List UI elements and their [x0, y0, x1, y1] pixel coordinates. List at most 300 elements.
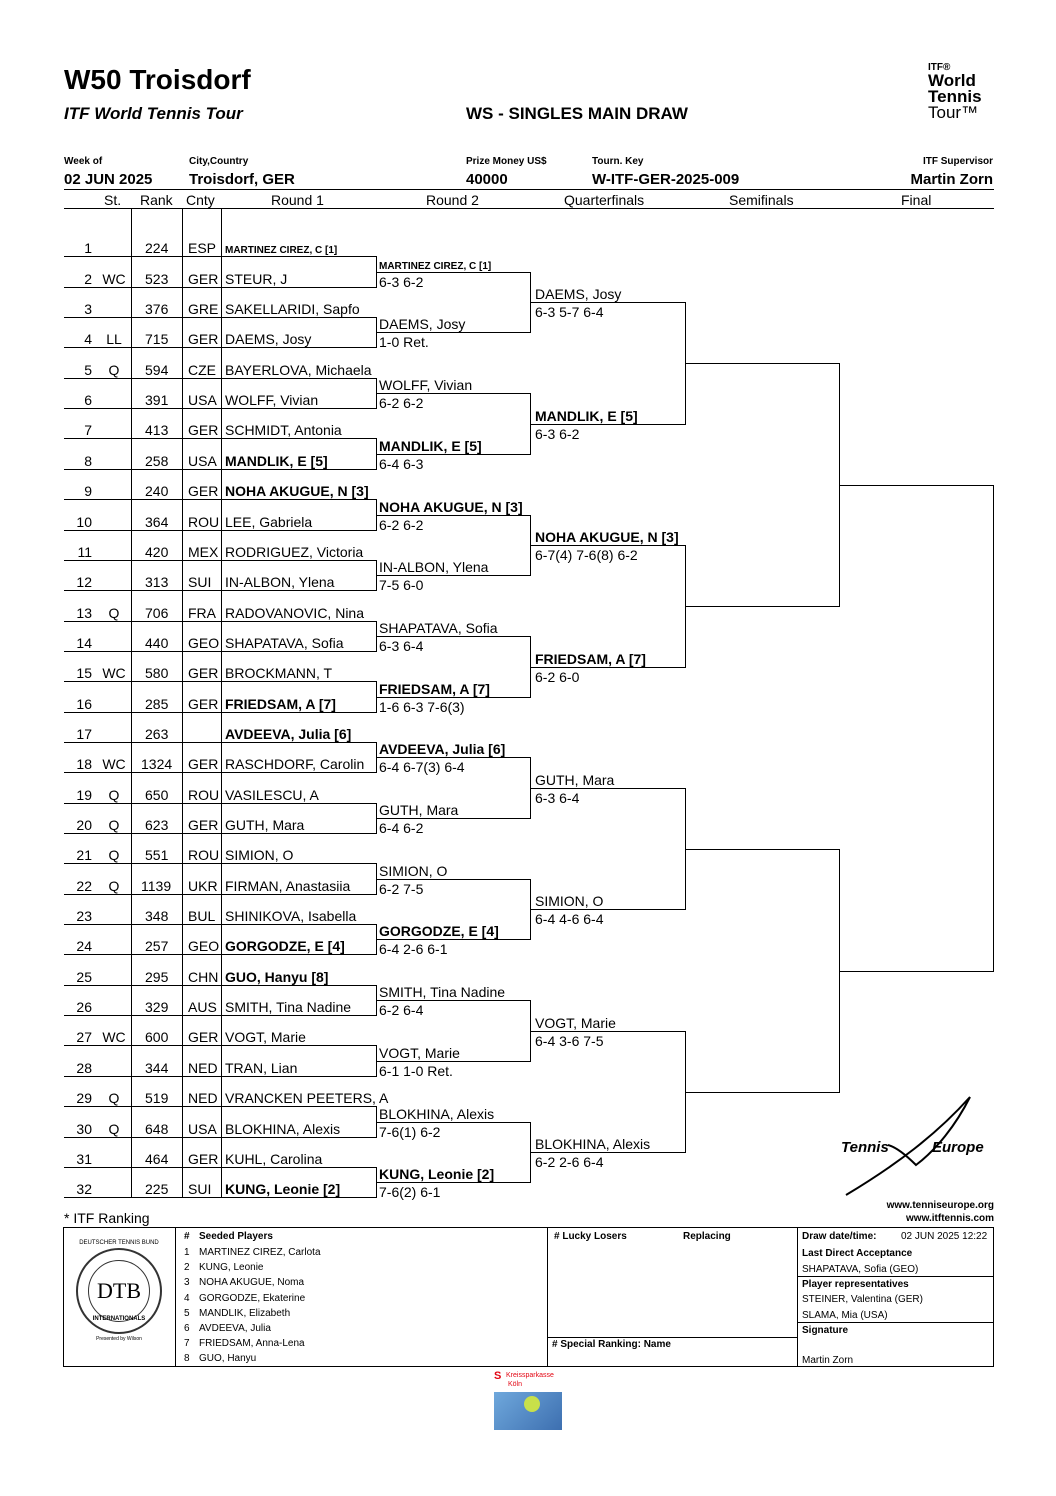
row-line: [64, 530, 376, 531]
player-rank: 1139: [141, 878, 172, 894]
player-rank: 594: [145, 362, 169, 378]
col-semifinals: Semifinals: [729, 192, 794, 208]
col-cnty: Cnty: [186, 192, 215, 208]
player-rank: 440: [145, 635, 169, 651]
round2-winner: KUNG, Leonie [2]: [379, 1166, 495, 1182]
player-name: NOHA AKUGUE, N [3]: [225, 483, 369, 499]
round2-winner: SIMION, O: [379, 863, 448, 879]
seed-number: 2: [184, 1262, 190, 1274]
draw-position: 5: [84, 362, 92, 378]
draw-position: 11: [77, 544, 92, 560]
round2-score: 7-5 6-0: [379, 577, 424, 593]
round2-winner: DAEMS, Josy: [379, 316, 466, 332]
qf-winner: VOGT, Marie: [535, 1015, 616, 1031]
draw-position: 8: [84, 453, 92, 469]
player-country: GER: [188, 665, 219, 681]
player-country: UKR: [188, 878, 218, 894]
draw-date-value: 02 JUN 2025 12:22: [901, 1231, 988, 1242]
qf-winner: SIMION, O: [535, 893, 604, 909]
player-name: KUNG, Leonie [2]: [225, 1181, 341, 1197]
round2-line: [376, 1122, 530, 1123]
round2-score: 6-2 6-2: [379, 517, 424, 533]
entry-status: Q: [108, 817, 120, 833]
player-rank: 224: [145, 240, 169, 256]
dtb-ring-bottom: INTERNATIONALS: [92, 1316, 146, 1322]
round2-line: [376, 1182, 530, 1183]
qf-winner: MANDLIK, E [5]: [535, 408, 638, 424]
entry-status: Q: [108, 878, 120, 894]
sparkasse-s-icon: S: [494, 1370, 502, 1382]
draw-position: 29: [76, 1090, 92, 1106]
draw-position: 1: [84, 240, 92, 256]
special-ranking-header: # Special Ranking: Name: [552, 1339, 671, 1350]
qf-score: 6-2 2-6 6-4: [535, 1154, 604, 1170]
player-rank: 600: [145, 1029, 169, 1045]
player-name: SAKELLARIDI, Sapfo: [225, 301, 360, 317]
dtb-logo-text: DTB: [97, 1278, 141, 1303]
player-country: NED: [188, 1060, 218, 1076]
draw-position: 13: [76, 605, 92, 621]
prize-value: 40000: [466, 171, 508, 188]
round2-score: 6-3 6-4: [379, 638, 424, 654]
player-name: MANDLIK, E [5]: [225, 453, 328, 469]
player-country: ESP: [188, 240, 217, 256]
header-divider: [64, 189, 994, 190]
seed-number: 1: [184, 1247, 190, 1258]
row-line: [64, 803, 376, 804]
player-name: TRAN, Lian: [225, 1060, 298, 1076]
player-country: USA: [188, 1121, 217, 1137]
sf-line: [685, 606, 839, 607]
player-rank: 364: [145, 514, 169, 530]
player-name: STEUR, J: [225, 271, 288, 287]
row-line: [64, 742, 376, 743]
sf-line: [685, 849, 839, 850]
round2-winner: IN-ALBON, Ylena: [379, 559, 489, 575]
row-line: [64, 833, 376, 834]
player-rank: 580: [145, 665, 169, 681]
seeded-header: Seeded Players: [199, 1231, 273, 1242]
player-name: MARTINEZ CIREZ, C [1]: [225, 245, 338, 256]
round2-winner: GUTH, Mara: [379, 802, 459, 818]
row-line: [64, 317, 376, 318]
player-rank: 240: [145, 483, 169, 499]
player-name: RODRIGUEZ, Victoria: [225, 544, 364, 560]
player-rank: 285: [145, 696, 169, 712]
table-divider: [547, 1337, 797, 1338]
row-line: [64, 863, 376, 864]
player-country: GER: [188, 271, 219, 287]
supervisor-value: Martin Zorn: [910, 171, 993, 188]
round2-score: 7-6(1) 6-2: [379, 1124, 441, 1140]
tour-name: ITF World Tennis Tour: [64, 104, 243, 123]
player-rank: 313: [145, 574, 169, 590]
draw-position: 3: [84, 301, 92, 317]
draw-position: 30: [76, 1121, 92, 1137]
player-country: GER: [188, 331, 219, 347]
player-country: ROU: [188, 787, 220, 803]
draw-position: 16: [76, 696, 92, 712]
qf-line: [530, 667, 685, 668]
draw-position: 14: [76, 635, 92, 651]
qf-score: 6-3 5-7 6-4: [535, 304, 604, 320]
round2-line: [376, 1061, 530, 1062]
player-rank: 523: [145, 271, 169, 287]
row-line: [64, 681, 376, 682]
qf-score: 6-7(4) 7-6(8) 6-2: [535, 547, 638, 563]
player-rank: 420: [145, 544, 169, 560]
tennis-europe-logo: [836, 1095, 996, 1200]
player-country: ROU: [188, 847, 220, 863]
city-label: City,Country: [189, 156, 249, 167]
draw-position: 25: [76, 969, 92, 985]
colheader-divider: [64, 208, 994, 209]
player-name: IN-ALBON, Ylena: [225, 574, 335, 590]
entry-status: WC: [102, 1029, 126, 1045]
round2-score: 6-1 1-0 Ret.: [379, 1063, 453, 1079]
seed-number: 6: [184, 1323, 190, 1334]
dtb-internationals-logo: [76, 1240, 162, 1342]
entry-status: Q: [108, 1090, 120, 1106]
round2-score: 6-2 6-2: [379, 395, 424, 411]
qf-line: [530, 788, 685, 789]
signature-label: Signature: [802, 1325, 849, 1336]
round2-score: 1-0 Ret.: [379, 334, 429, 350]
seed-player-name: KUNG, Leonie: [199, 1262, 264, 1274]
row-line: [64, 1045, 376, 1046]
draw-position: 19: [76, 787, 92, 803]
round2-winner: WOLFF, Vivian: [379, 377, 473, 393]
round2-score: 7-6(2) 6-1: [379, 1184, 441, 1200]
player-rank: 650: [145, 787, 169, 803]
player-rank: 257: [145, 938, 169, 954]
seed-number: 5: [184, 1307, 190, 1319]
row-line: [64, 469, 376, 470]
seed-player-name: GORGODZE, Ekaterine: [199, 1292, 306, 1304]
player-name: RASCHDORF, Carolin: [225, 756, 365, 772]
player-rank: 295: [145, 969, 169, 985]
tenniseurope-url[interactable]: www.tenniseurope.org: [886, 1200, 994, 1211]
tennis-europe-word2: Europe: [932, 1139, 984, 1156]
player-country: GER: [188, 483, 219, 499]
player-name: GUTH, Mara: [225, 817, 305, 833]
replacing-header: Replacing: [683, 1231, 731, 1242]
qf-line: [530, 1031, 685, 1032]
itf-world-tennis-tour-logo: ITF® World Tennis Tour™: [928, 62, 982, 122]
signature-value: Martin Zorn: [802, 1355, 854, 1366]
draw-position: 15: [76, 665, 92, 681]
bracket-connector: [993, 485, 994, 972]
player-name: SMITH, Tina Nadine: [225, 999, 352, 1015]
table-divider: [175, 1227, 176, 1367]
round2-line: [376, 393, 530, 394]
draw-position: 27: [76, 1029, 92, 1045]
entry-status: Q: [108, 362, 120, 378]
qf-score: 6-2 6-0: [535, 669, 580, 685]
seed-player-name: GUO, Hanyu: [199, 1353, 257, 1365]
sponsor-line1: Kreissparkasse: [506, 1372, 554, 1379]
player-name: KUHL, Carolina: [225, 1151, 323, 1167]
player-name: BLOKHINA, Alexis: [225, 1121, 341, 1137]
qf-score: 6-4 4-6 6-4: [535, 911, 604, 927]
player-name: SHINIKOVA, Isabella: [225, 908, 357, 924]
itf-ranking-note: * ITF Ranking: [64, 1210, 150, 1226]
draw-position: 23: [76, 908, 92, 924]
row-line: [64, 712, 376, 713]
row-line: [64, 1015, 376, 1016]
supervisor-label: ITF Supervisor: [922, 156, 993, 167]
player-country: GEO: [188, 938, 220, 954]
round2-winner: AVDEEVA, Julia [6]: [379, 741, 506, 757]
entry-status: Q: [108, 1121, 120, 1137]
col-round2: Round 2: [426, 192, 479, 208]
seed-player-name: MARTINEZ CIREZ, Carlota: [199, 1247, 321, 1258]
city-value: Troisdorf, GER: [189, 171, 295, 188]
row-line: [64, 985, 376, 986]
round2-score: 1-6 6-3 7-6(3): [379, 699, 465, 715]
tourn-key-value: W-ITF-GER-2025-009: [592, 171, 740, 188]
tourn-key-label: Tourn. Key: [592, 156, 644, 167]
entry-status: Q: [108, 787, 120, 803]
player-country: SUI: [188, 1181, 212, 1197]
lda-value: SHAPATAVA, Sofia (GEO): [802, 1264, 919, 1275]
player-rank: 464: [145, 1151, 169, 1167]
kreissparkasse-logo: [494, 1370, 564, 1432]
player-name: VOGT, Marie: [225, 1029, 306, 1045]
draw-position: 20: [76, 817, 92, 833]
draw-position: 32: [76, 1181, 92, 1197]
player-country: USA: [188, 453, 217, 469]
draw-position: 4: [84, 331, 92, 347]
player-name: BROCKMANN, T: [225, 665, 333, 681]
entry-status: WC: [102, 665, 126, 681]
lda-label: Last Direct Acceptance: [802, 1248, 913, 1259]
draw-position: 18: [76, 756, 92, 772]
seeded-hash: #: [184, 1231, 190, 1242]
player-name: AVDEEVA, Julia [6]: [225, 726, 352, 742]
row-line: [64, 651, 376, 652]
draw-position: 31: [76, 1151, 92, 1167]
seed-number: 8: [184, 1353, 190, 1365]
player-name: BAYERLOVA, Michaela: [225, 362, 372, 378]
seed-number: 3: [184, 1277, 190, 1289]
qf-winner: BLOKHINA, Alexis: [535, 1136, 651, 1152]
draw-position: 6: [84, 392, 92, 408]
tennis-camp-badge: [494, 1392, 562, 1430]
round2-line: [376, 454, 530, 455]
round2-score: 6-4 6-2: [379, 820, 424, 836]
player-country: USA: [188, 392, 217, 408]
rep-2: SLAMA, Mia (USA): [802, 1310, 888, 1321]
entry-status: LL: [106, 331, 122, 347]
player-name: SCHMIDT, Antonia: [225, 422, 342, 438]
row-line: [64, 378, 376, 379]
draw-position: 22: [76, 878, 92, 894]
week-value: 02 JUN 2025: [64, 171, 153, 188]
player-rank: 413: [145, 422, 169, 438]
player-name: WOLFF, Vivian: [225, 392, 319, 408]
player-rank: 706: [145, 605, 169, 621]
player-country: FRA: [188, 605, 216, 621]
round2-winner: BLOKHINA, Alexis: [379, 1106, 495, 1122]
prize-label: Prize Money US$: [466, 156, 547, 167]
round2-winner: SMITH, Tina Nadine: [379, 984, 506, 1000]
table-divider: [797, 1227, 798, 1367]
player-rank: 376: [145, 301, 169, 317]
player-country: GER: [188, 756, 219, 772]
week-label: Week of: [64, 156, 103, 167]
qf-line: [530, 909, 685, 910]
reps-label: Player representatives: [802, 1279, 909, 1290]
table-divider: [547, 1227, 548, 1367]
player-country: GER: [188, 422, 219, 438]
row-line: [64, 499, 376, 500]
col-quarterfinals: Quarterfinals: [564, 192, 645, 208]
draw-position: 12: [76, 574, 92, 590]
row-line: [64, 1076, 376, 1077]
round2-score: 6-4 6-7(3) 6-4: [379, 759, 465, 775]
seed-player-name: AVDEEVA, Julia: [199, 1323, 271, 1334]
draw-date-label: Draw date/time:: [802, 1231, 877, 1242]
itftennis-url[interactable]: www.itftennis.com: [906, 1213, 994, 1224]
qf-line: [530, 302, 685, 303]
row-line: [64, 924, 376, 925]
tennis-ball-icon: [524, 1396, 540, 1412]
player-name: FRIEDSAM, A [7]: [225, 696, 336, 712]
player-name: DAEMS, Josy: [225, 331, 312, 347]
round2-winner: MANDLIK, E [5]: [379, 438, 482, 454]
player-country: BUL: [188, 908, 216, 924]
col-round1: Round 1: [271, 192, 324, 208]
dtb-ring-top: DEUTSCHER TENNIS BUND: [79, 1240, 159, 1246]
row-line: [64, 1106, 376, 1107]
round2-winner: FRIEDSAM, A [7]: [379, 681, 490, 697]
row-line: [64, 772, 376, 773]
round2-winner: GORGODZE, E [4]: [379, 923, 499, 939]
draw-position: 17: [76, 726, 92, 742]
lucky-losers-header: # Lucky Losers: [554, 1231, 627, 1242]
qf-winner: DAEMS, Josy: [535, 286, 622, 302]
round2-score: 6-2 6-4: [379, 1002, 424, 1018]
round2-winner: NOHA AKUGUE, N [3]: [379, 499, 523, 515]
draw-position: 26: [76, 999, 92, 1015]
entry-status: Q: [108, 847, 120, 863]
draw-position: 21: [76, 847, 92, 863]
entry-status: WC: [102, 271, 126, 287]
player-country: GER: [188, 696, 219, 712]
draw-position: 9: [84, 483, 92, 499]
player-rank: 623: [145, 817, 169, 833]
player-name: SIMION, O: [225, 847, 294, 863]
player-country: GEO: [188, 635, 220, 651]
round2-line: [376, 939, 530, 940]
player-rank: 1324: [141, 756, 173, 772]
player-country: GER: [188, 1029, 219, 1045]
round2-score: 6-2 7-5: [379, 881, 424, 897]
player-rank: 258: [145, 453, 169, 469]
player-country: GER: [188, 817, 219, 833]
player-rank: 225: [145, 1181, 169, 1197]
entry-status: WC: [102, 756, 126, 772]
col-st: St.: [104, 192, 122, 208]
row-line: [64, 1137, 376, 1138]
row-line: [64, 590, 376, 591]
column-divider: [131, 208, 132, 1197]
player-name: SHAPATAVA, Sofia: [225, 635, 344, 651]
player-country: CHN: [188, 969, 219, 985]
qf-score: 6-3 6-4: [535, 790, 580, 806]
draw-position: 7: [84, 422, 92, 438]
draw-name: WS - SINGLES MAIN DRAW: [466, 104, 688, 123]
qf-winner: GUTH, Mara: [535, 772, 615, 788]
draw-position: 10: [76, 514, 92, 530]
player-rank: 344: [145, 1060, 169, 1076]
round2-line: [376, 636, 530, 637]
round2-line: [376, 575, 530, 576]
qf-score: 6-3 6-2: [535, 426, 580, 442]
seed-player-name: NOHA AKUGUE, Noma: [199, 1277, 305, 1289]
round2-line: [376, 818, 530, 819]
qf-line: [530, 424, 685, 425]
player-country: GER: [188, 1151, 219, 1167]
seed-player-name: FRIEDSAM, Anna-Lena: [199, 1338, 305, 1350]
draw-position: 28: [76, 1060, 92, 1076]
draw-position: 2: [84, 271, 92, 287]
player-rank: 551: [145, 847, 169, 863]
final-line: [839, 971, 993, 972]
column-divider: [221, 208, 222, 1197]
row-line: [64, 894, 376, 895]
row-line: [64, 560, 376, 561]
player-rank: 263: [145, 726, 169, 742]
player-name: GORGODZE, E [4]: [225, 938, 345, 954]
sf-line: [685, 363, 839, 364]
player-name: VASILESCU, A: [225, 787, 319, 803]
col-rank: Rank: [140, 192, 173, 208]
round2-line: [376, 1000, 530, 1001]
round2-winner: VOGT, Marie: [379, 1045, 460, 1061]
table-divider: [797, 1322, 994, 1323]
round2-winner: MARTINEZ CIREZ, C [1]: [379, 261, 492, 272]
sf-line: [685, 1092, 839, 1093]
player-rank: 348: [145, 908, 169, 924]
player-name: GUO, Hanyu [8]: [225, 969, 329, 985]
player-country: ROU: [188, 514, 220, 530]
player-rank: 648: [145, 1121, 169, 1137]
sponsor-line2: Köln: [508, 1381, 523, 1388]
qf-winner: NOHA AKUGUE, N [3]: [535, 529, 679, 545]
player-rank: 329: [145, 999, 169, 1015]
round2-score: 6-4 2-6 6-1: [379, 941, 448, 957]
column-divider: [182, 208, 183, 1197]
row-line: [64, 954, 376, 955]
row-line: [64, 1197, 376, 1198]
qf-line: [530, 1152, 685, 1153]
player-country: AUS: [188, 999, 217, 1015]
player-rank: 519: [145, 1090, 169, 1106]
rep-1: STEINER, Valentina (GER): [802, 1294, 923, 1305]
player-country: NED: [188, 1090, 218, 1106]
row-line: [64, 438, 376, 439]
tennis-europe-word1: Tennis: [841, 1139, 889, 1156]
round2-line: [376, 757, 530, 758]
seed-number: 4: [184, 1292, 190, 1304]
qf-line: [530, 545, 685, 546]
round2-winner: SHAPATAVA, Sofia: [379, 620, 498, 636]
round2-line: [376, 332, 530, 333]
row-line: [64, 1167, 376, 1168]
player-name: RADOVANOVIC, Nina: [225, 605, 364, 621]
